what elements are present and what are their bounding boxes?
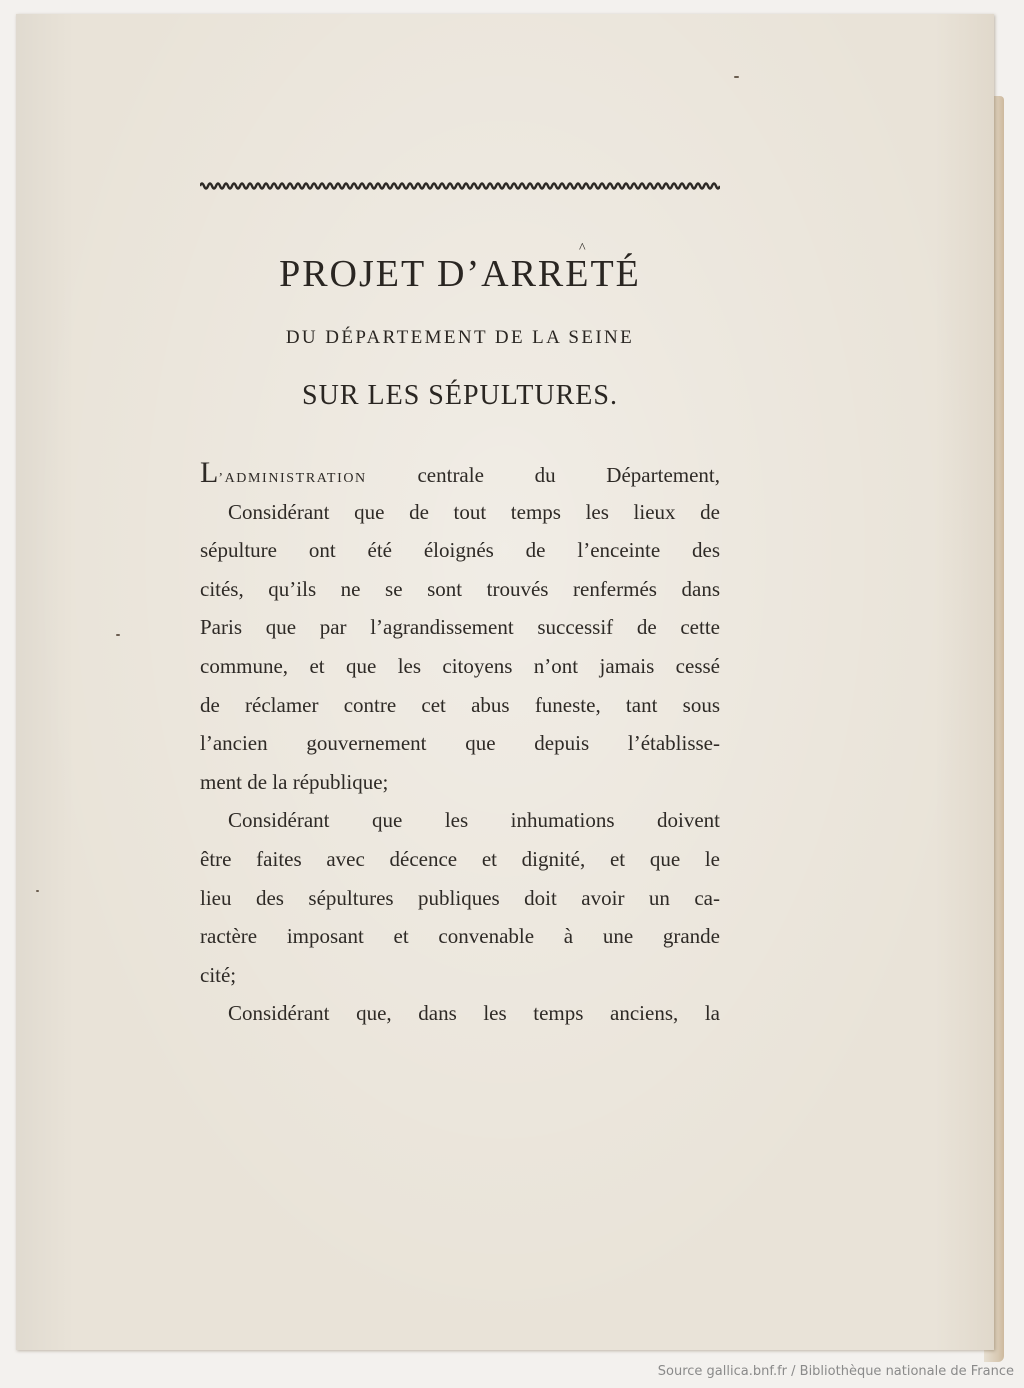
text-line: lieu des sépultures publiques doit avoir un ca- <box>200 885 720 910</box>
text-line: ment de la république; <box>200 769 389 794</box>
text-line: Considérant que les inhumations doivent <box>228 808 720 833</box>
text-line: sépulture ont été éloignés de l’enceinte des <box>200 538 720 563</box>
opening-text: centrale du Département, <box>366 463 720 487</box>
text-line: de réclamer contre cet abus funeste, tant sous <box>200 692 720 717</box>
text-line: cités, qu’ils ne se sont trouvés renfermés dans <box>200 576 720 601</box>
small-caps-word: ’ADMINISTRATION <box>218 471 367 486</box>
text-line: commune, et que les citoyens n’ont jamais cessé <box>200 653 720 678</box>
text-line: Paris que par l’agrandissement successif de cette <box>200 615 720 640</box>
paper-speck <box>734 76 739 78</box>
text-line: être faites avec décence et dignité, et que le <box>200 846 720 871</box>
text-line: ractère imposant et convenable à une grande <box>200 924 720 949</box>
paper-speck <box>116 634 120 636</box>
document-title: PROJET D’ARRETÉ <box>279 253 641 295</box>
text-line: l’ancien gouvernement que depuis l’établisse- <box>200 731 720 756</box>
text-line: cité; <box>200 962 237 987</box>
title-accent: ^ <box>579 241 586 256</box>
paper-speck <box>36 890 39 892</box>
document-subtitle: DU DÉPARTEMENT DE LA SEINE <box>285 327 635 348</box>
text-line <box>200 454 720 493</box>
body-text <box>200 454 720 1033</box>
source-credit: Source gallica.bnf.fr / Bibliothèque nationale de France <box>657 1364 1014 1379</box>
text-line: Considérant que de tout temps les lieux de <box>228 499 720 524</box>
text-line: Considérant que, dans les temps anciens, la <box>228 1001 720 1026</box>
drop-cap: L <box>200 456 219 489</box>
ornamental-rule <box>200 180 720 192</box>
document-subject: SUR LES SÉPULTURES. <box>302 380 618 411</box>
